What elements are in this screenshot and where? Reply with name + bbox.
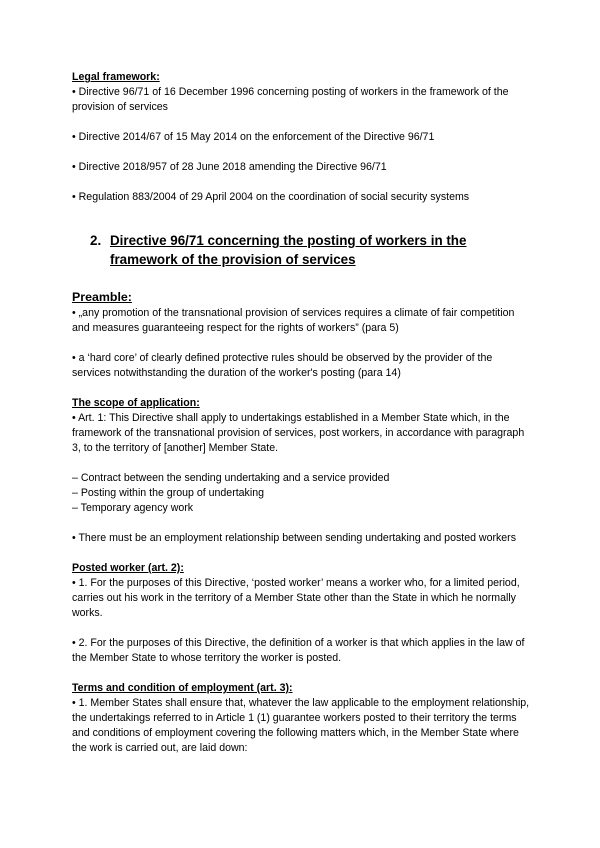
posted-worker-heading: Posted worker (art. 2): bbox=[72, 562, 184, 574]
scope-dash-1: – Contract between the sending undertaking and a service provided bbox=[72, 472, 390, 484]
preamble-item-2: • a ‘hard core’ of clearly defined protective rules should be observed by the provider of the services notwithstanding the duration of the worker's posting (para 14) bbox=[72, 352, 493, 379]
legal-item-1: • Directive 96/71 of 16 December 1996 concerning posting of workers in the framework of the provision of services bbox=[72, 86, 509, 113]
section-2-title: Directive 96/71 concerning the posting of workers in the framework of the provision of services bbox=[110, 233, 467, 267]
terms-item-1: • 1. Member States shall ensure that, whatever the law applicable to the employment relationship, the undertakings referred to in Article 1 (1) guarantee workers posted to their territory the terms and conditions of employment covering the following matters which, in the Member State where the work is carried out, are laid down: bbox=[72, 697, 530, 754]
section-2-number: 2. bbox=[90, 233, 102, 248]
preamble-heading: Preamble: bbox=[72, 290, 132, 304]
scope-employment: • There must be an employment relationship between sending undertaking and posted workers bbox=[72, 532, 517, 544]
legal-framework-heading: Legal framework: bbox=[72, 71, 160, 83]
scope-art1: • Art. 1: This Directive shall apply to undertakings established in a Member State which, in the framework of the transnational provision of services, post workers, in accordance with paragraph 3, to the territory of [another] Member State. bbox=[72, 412, 525, 454]
legal-item-3: • Directive 2018/957 of 28 June 2018 amending the Directive 96/71 bbox=[72, 161, 387, 173]
document-page bbox=[72, 70, 532, 756]
preamble-item-1: • „any promotion of the transnational provision of services requires a climate of fair competition and measures guaranteeing respect for the rights of workers” (para 5) bbox=[72, 307, 515, 334]
section-2-heading bbox=[72, 231, 532, 269]
scope-heading: The scope of application: bbox=[72, 397, 200, 409]
legal-item-4: • Regulation 883/2004 of 29 April 2004 on the coordination of social security systems bbox=[72, 191, 470, 203]
posted-item-1: • 1. For the purposes of this Directive, ‘posted worker’ means a worker who, for a limited period, carries out his work in the territory of a Member State other than the State in which he normally works. bbox=[72, 577, 520, 619]
legal-item-2: • Directive 2014/67 of 15 May 2014 on the enforcement of the Directive 96/71 bbox=[72, 131, 435, 143]
scope-dash-3: – Temporary agency work bbox=[72, 502, 194, 514]
scope-dash-2: – Posting within the group of undertaking bbox=[72, 487, 264, 499]
terms-heading: Terms and condition of employment (art. 3): bbox=[72, 682, 293, 694]
posted-item-2: • 2. For the purposes of this Directive, the definition of a worker is that which applies in the law of the Member State to whose territory the worker is posted. bbox=[72, 637, 525, 664]
